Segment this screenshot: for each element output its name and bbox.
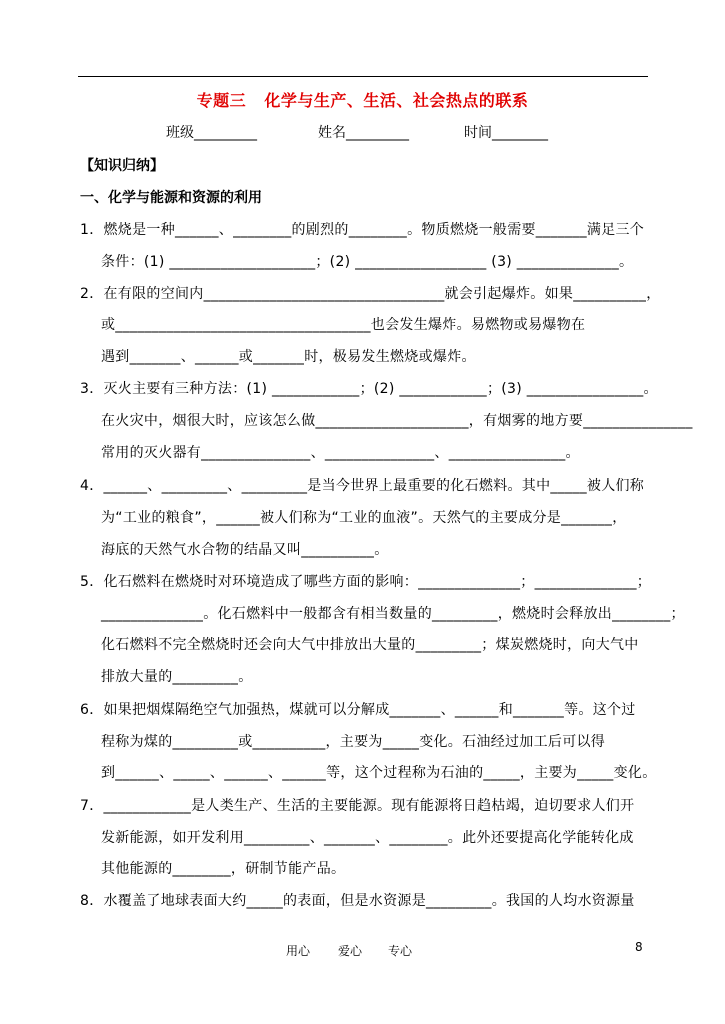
footer-text: 用心 — [286, 944, 311, 958]
header-rule — [78, 76, 648, 77]
question-line: 排放大量的_________。 — [101, 669, 253, 685]
question-line: 1．燃烧是一种______、________的剧烈的________。物质燃烧一般需要_______满足三个 — [80, 222, 645, 238]
footer-text: 爱心 — [338, 944, 363, 958]
question-line: 发新能源，如开发利用_________、_______、________。此外还要提高化学能转化成 — [101, 830, 634, 846]
time-field: 时间________ — [464, 125, 548, 141]
question-line: 遇到_______、______或_______时，极易发生燃烧或爆炸。 — [101, 349, 476, 365]
question-line: 条件：(1) ____________________；(2) __________________ (3) ______________。 — [101, 254, 634, 270]
question-line: 3．灭火主要有三种方法：(1) ____________；(2) ____________；(3) ________________。 — [80, 381, 658, 397]
footer-text: 专心 — [388, 944, 413, 958]
question-line: 7．____________是人类生产、生活的主要能源。现有能源将日趋枯竭，迫切要求人们开 — [80, 798, 635, 814]
question-line: 其他能源的________，研制节能产品。 — [101, 861, 346, 877]
class-field: 班级_________ — [166, 125, 257, 141]
section-label: 【知识归纳】 — [80, 158, 164, 174]
question-line: 或___________________________________也会发生爆炸。易燃物或易爆物在 — [101, 317, 586, 333]
question-line: 4．______、_________、_________是当今世界上最重要的化石燃料。其中_____被人们称 — [80, 478, 645, 494]
question-line: 为“工业的粮食”，______被人们称为“工业的血液”。天然气的主要成分是_______， — [101, 510, 627, 526]
name-field: 姓名_________ — [318, 125, 409, 141]
question-line: 常用的灭火器有_______________、_______________、________________。 — [101, 445, 580, 461]
question-line: 2．在有限的空间内_________________________________就会引起爆炸。如果__________， — [80, 286, 661, 302]
page-title: 专题三 化学与生产、生活、社会热点的联系 — [196, 91, 529, 110]
question-line: 8．水覆盖了地球表面大约_____的表面，但是水资源是_________。我国的人均水资源量 — [80, 893, 635, 909]
question-line: 5．化石燃料在燃烧时对环境造成了哪些方面的影响：______________；______________； — [80, 574, 652, 590]
question-line: ______________。化石燃料中一般都含有相当数量的_________，燃烧时会释放出________； — [101, 606, 685, 622]
question-line: 6．如果把烟煤隔绝空气加强热，煤就可以分解成_______、______和_______等。这个过 — [80, 702, 636, 718]
section-heading: 一、化学与能源和资源的利用 — [80, 190, 262, 206]
question-line: 在火灾中，烟很大时，应该怎么做_____________________，有烟雾的地方要_______________ — [101, 413, 693, 429]
question-line: 海底的天然气水合物的结晶又叫__________。 — [101, 542, 389, 558]
question-line: 到______、_____、______、______等，这个过程称为石油的_____，主要为_____变化。 — [101, 765, 657, 781]
question-line: 程称为煤的_________或__________，主要为_____变化。石油经过加工后可以得 — [101, 734, 606, 750]
page-number: 8 — [635, 940, 643, 954]
question-line: 化石燃料不完全燃烧时还会向大气中排放出大量的_________；煤炭燃烧时，向大气中 — [101, 637, 639, 653]
